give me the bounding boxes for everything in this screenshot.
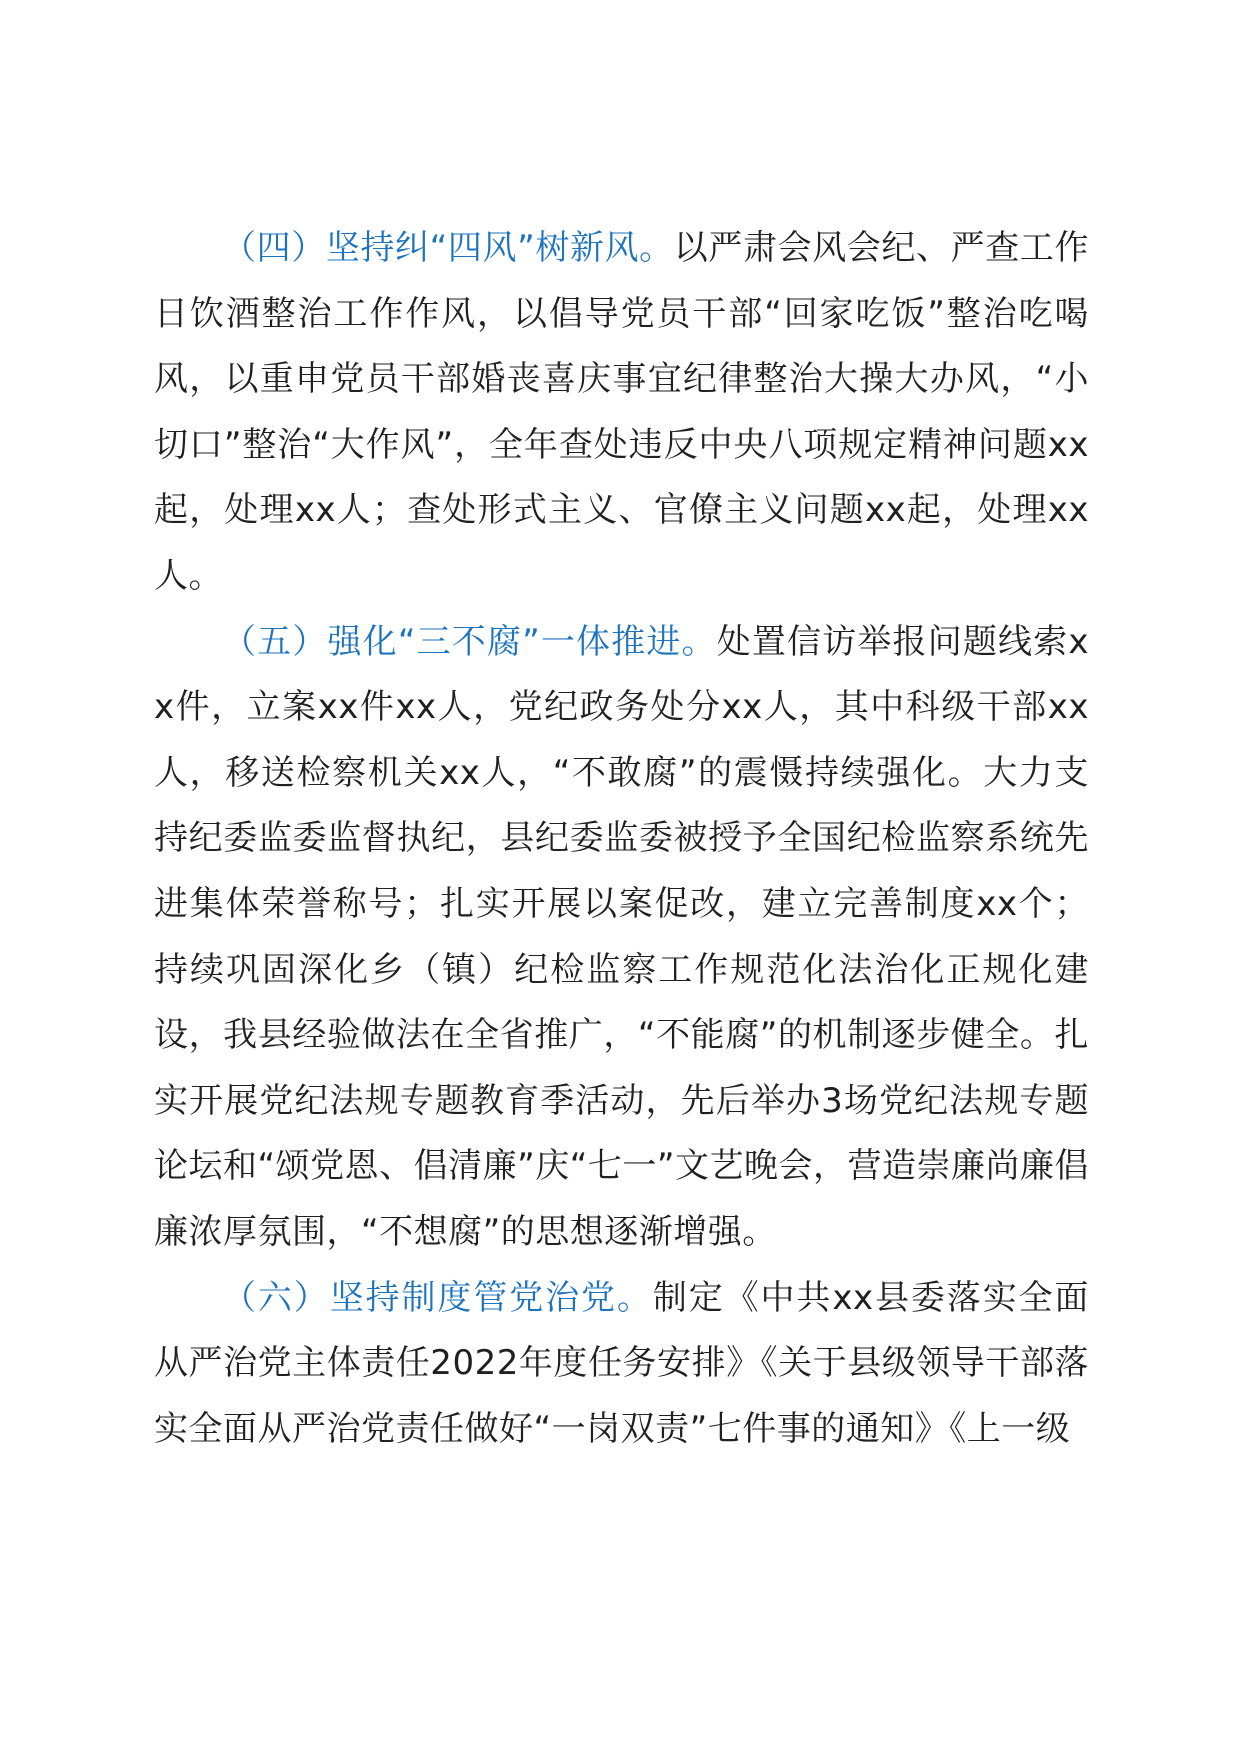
section-body-text: 处置信访举报问题线索xx件，立案xx件xx人，党纪政务处分xx人，其中科级干部xx人，移送检察机关xx人，“不敢腐”的震慑持续强化。大力支持纪委监委监督执纪，县纪委监委被授予全国纪检监察系统先进集体荣誉称号；扎实开展以案促改，建立完善制度xx个；持续巩固深化乡（镇）纪检监察工作规范化法治化正规化建设，我县经验做法在全省推广，“不能腐”的机制逐步健全。扎实开展党纪法规专题教育季活动，先后举办3场党纪法规专题论坛和“颂党恩、倡清廉”庆“七一”文艺晚会，营造崇廉尚廉倡廉浓厚氛围，“不想腐”的思想逐渐增强。	[154, 621, 1089, 1252]
section-heading: （四）坚持纠“四风”树新风。	[222, 228, 674, 268]
section-heading: （五）强化“三不腐”一体推进。	[222, 621, 717, 662]
paragraph-section-5	[154, 610, 1089, 1266]
section-body-text: 制定《中共xx县委落实全面从严治党主体责任2022年度任务安排》《关于县级领导干部落实全面从严治党责任做好“一岗双责”七件事的通知》《上一级	[154, 1277, 1089, 1449]
section-body-text: 以严肃会风会纪、严查工作日饮酒整治工作作风，以倡导党员干部“回家吃饭”整治吃喝风，以重申党员干部婚丧喜庆事宜纪律整治大操大办风，“小切口”整治“大作风”，全年查处违反中央八项规定精神问题xx起，处理xx人；查处形式主义、官僚主义问题xx起，处理xx人。	[154, 228, 1089, 596]
document-body	[154, 216, 1089, 1462]
paragraph-section-4	[154, 216, 1089, 610]
section-heading: （六）坚持制度管党治党。	[222, 1277, 653, 1318]
paragraph-section-6	[154, 1266, 1089, 1463]
